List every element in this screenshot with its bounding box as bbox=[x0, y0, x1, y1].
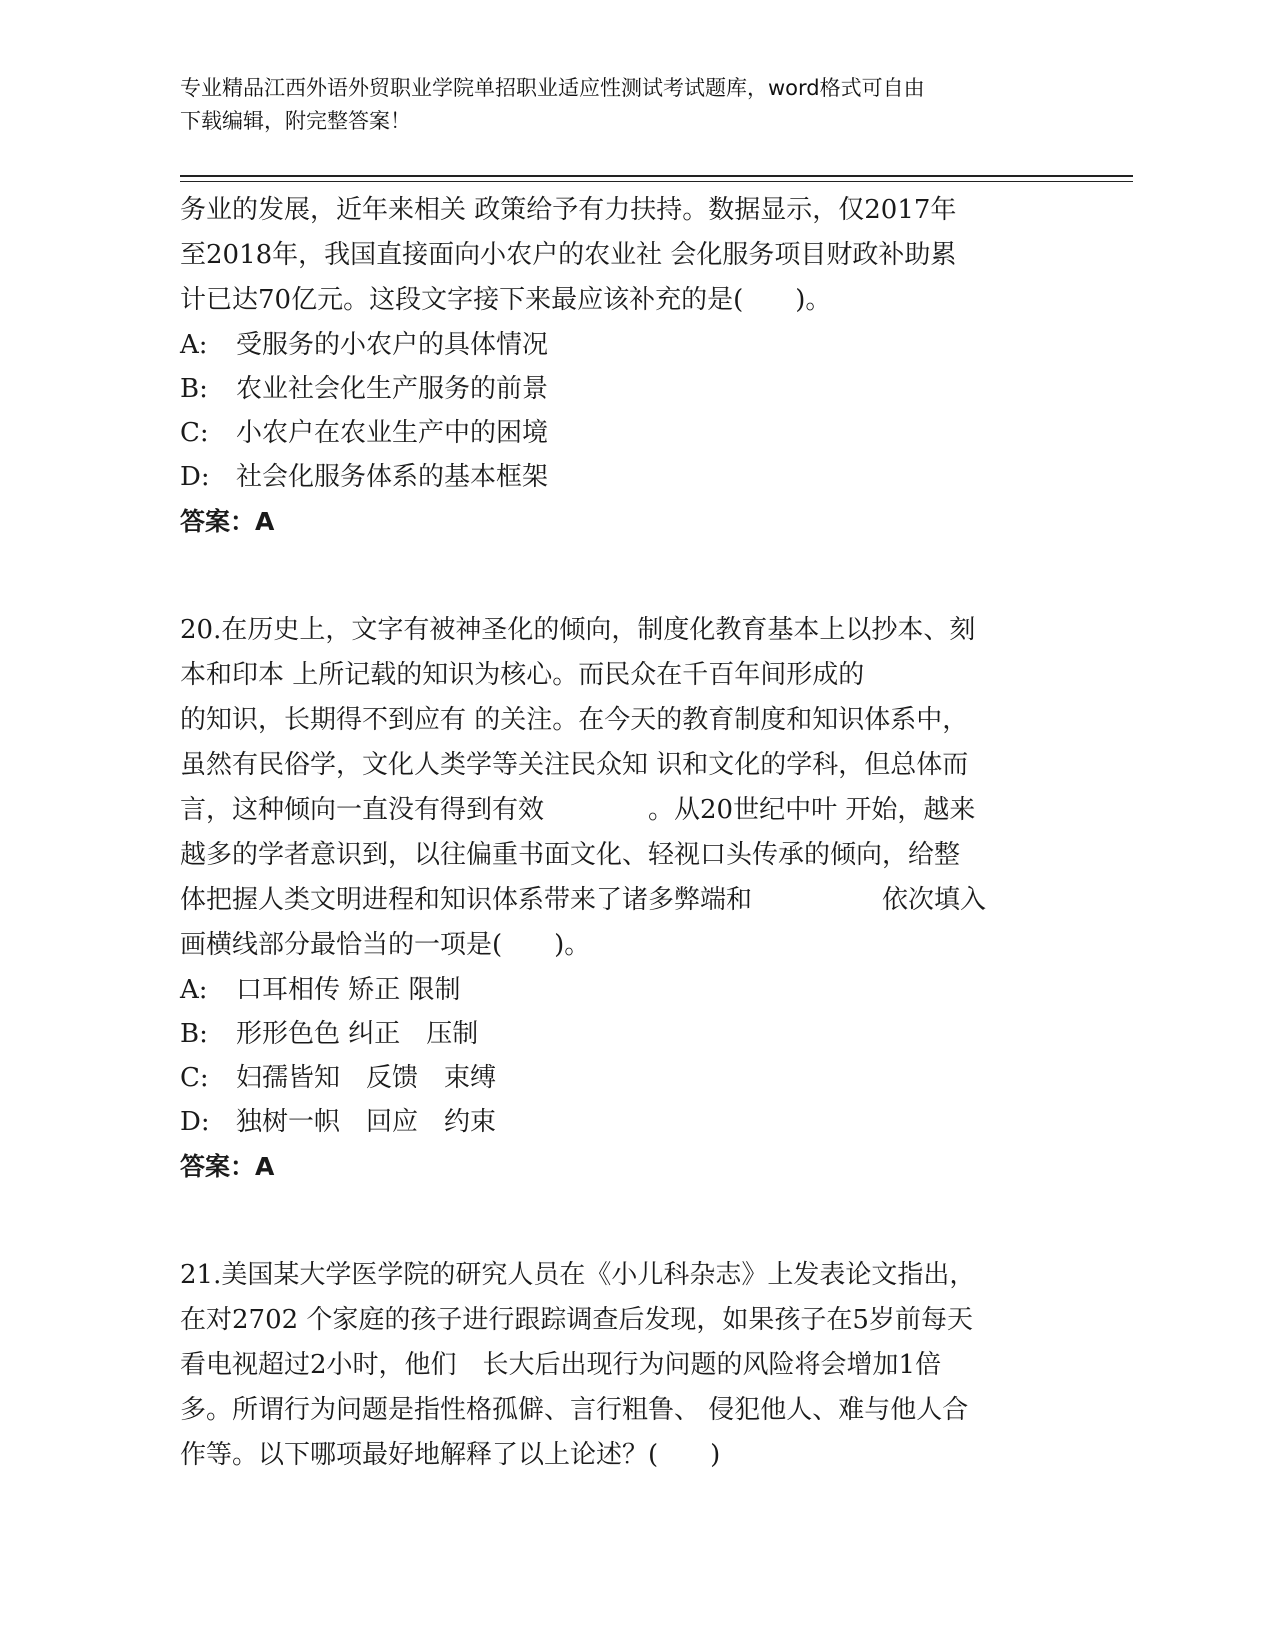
option-c bbox=[180, 411, 1080, 455]
question-text-line: 本和印本 上所记载的知识为核心。而民众在千百年间形成的 bbox=[180, 660, 865, 690]
option-c bbox=[180, 1056, 1080, 1100]
question-text-line: 的知识，长期得不到应有 的关注。在今天的教育制度和知识体系中， bbox=[180, 705, 969, 735]
answer-label: 答案：A bbox=[180, 507, 275, 536]
question-text-line: 务业的发展，近年来相关 政策给予有力扶持。数据显示，仅2017年 bbox=[180, 195, 957, 225]
option-d bbox=[180, 455, 1080, 499]
spacer bbox=[180, 1190, 1080, 1253]
question-text-line: 在对2702 个家庭的孩子进行跟踪调查后发现，如果孩子在5岁前每天 bbox=[180, 1305, 973, 1335]
question-text-line: 虽然有民俗学，文化人类学等关注民众知 识和文化的学科，但总体而 bbox=[180, 750, 969, 780]
option-letter: C: bbox=[180, 418, 209, 448]
question-text-line: 计已达70亿元。这段文字接下来最应该补充的是( )。 bbox=[180, 285, 832, 315]
option-a bbox=[180, 968, 1080, 1012]
option-text: 妇孺皆知 反馈 束缚 bbox=[236, 1063, 497, 1093]
header-divider-thick bbox=[180, 175, 1133, 177]
option-letter: A: bbox=[180, 975, 208, 1005]
question-21 bbox=[180, 1253, 1080, 1478]
option-text: 农业社会化生产服务的前景 bbox=[236, 374, 549, 404]
question-text-line: 看电视超过2小时，他们 长大后出现行为问题的风险将会增加1倍 bbox=[180, 1350, 942, 1380]
question-text-line: 作等。以下哪项最好地解释了以上论述？( ) bbox=[180, 1440, 721, 1470]
question-text-line: 言，这种倾向一直没有得到有效 。从20世纪中叶 开始，越来 bbox=[180, 795, 976, 825]
option-letter: B: bbox=[180, 374, 208, 404]
option-letter: C: bbox=[180, 1063, 209, 1093]
question-text-line: 多。所谓行为问题是指性格孤僻、言行粗鲁、 侵犯他人、难与他人合 bbox=[180, 1395, 969, 1425]
option-text: 形形色色 纠正 压制 bbox=[236, 1019, 479, 1049]
question-text-line: 画横线部分最恰当的一项是( )。 bbox=[180, 930, 591, 960]
question-19 bbox=[180, 188, 1080, 545]
page-header bbox=[180, 72, 1060, 138]
option-b bbox=[180, 367, 1080, 411]
question-text-line: 21.美国某大学医学院的研究人员在《小儿科杂志》上发表论文指出， bbox=[180, 1260, 976, 1290]
option-a bbox=[180, 323, 1080, 367]
header-line-2: 下载编辑，附完整答案！ bbox=[180, 109, 411, 133]
option-letter: A: bbox=[180, 330, 208, 360]
answer-label: 答案：A bbox=[180, 1152, 275, 1181]
option-text: 小农户在农业生产中的困境 bbox=[236, 418, 549, 448]
question-text-line: 20.在历史上，文字有被神圣化的倾向，制度化教育基本上以抄本、刻 bbox=[180, 615, 976, 645]
question-text-line: 至2018年，我国直接面向小农户的农业社 会化服务项目财政补助累 bbox=[180, 240, 957, 270]
option-letter: B: bbox=[180, 1019, 208, 1049]
question-text-line: 体把握人类文明进程和知识体系带来了诸多弊端和 依次填入 bbox=[180, 885, 987, 915]
option-text: 社会化服务体系的基本框架 bbox=[236, 462, 549, 492]
option-b bbox=[180, 1012, 1080, 1056]
option-text: 受服务的小农户的具体情况 bbox=[236, 330, 549, 360]
option-d bbox=[180, 1100, 1080, 1144]
spacer bbox=[180, 545, 1080, 608]
page-content bbox=[180, 188, 1080, 1478]
header-line-1: 专业精品江西外语外贸职业学院单招职业适应性测试考试题库，word格式可自由 bbox=[180, 76, 925, 100]
header-divider-thin bbox=[180, 181, 1133, 182]
question-text-line: 越多的学者意识到，以往偏重书面文化、轻视口头传承的倾向，给整 bbox=[180, 840, 961, 870]
option-text: 口耳相传 矫正 限制 bbox=[236, 975, 461, 1005]
option-letter: D: bbox=[180, 1107, 210, 1137]
option-letter: D: bbox=[180, 462, 210, 492]
option-text: 独树一帜 回应 约束 bbox=[236, 1107, 497, 1137]
question-20 bbox=[180, 608, 1080, 1190]
